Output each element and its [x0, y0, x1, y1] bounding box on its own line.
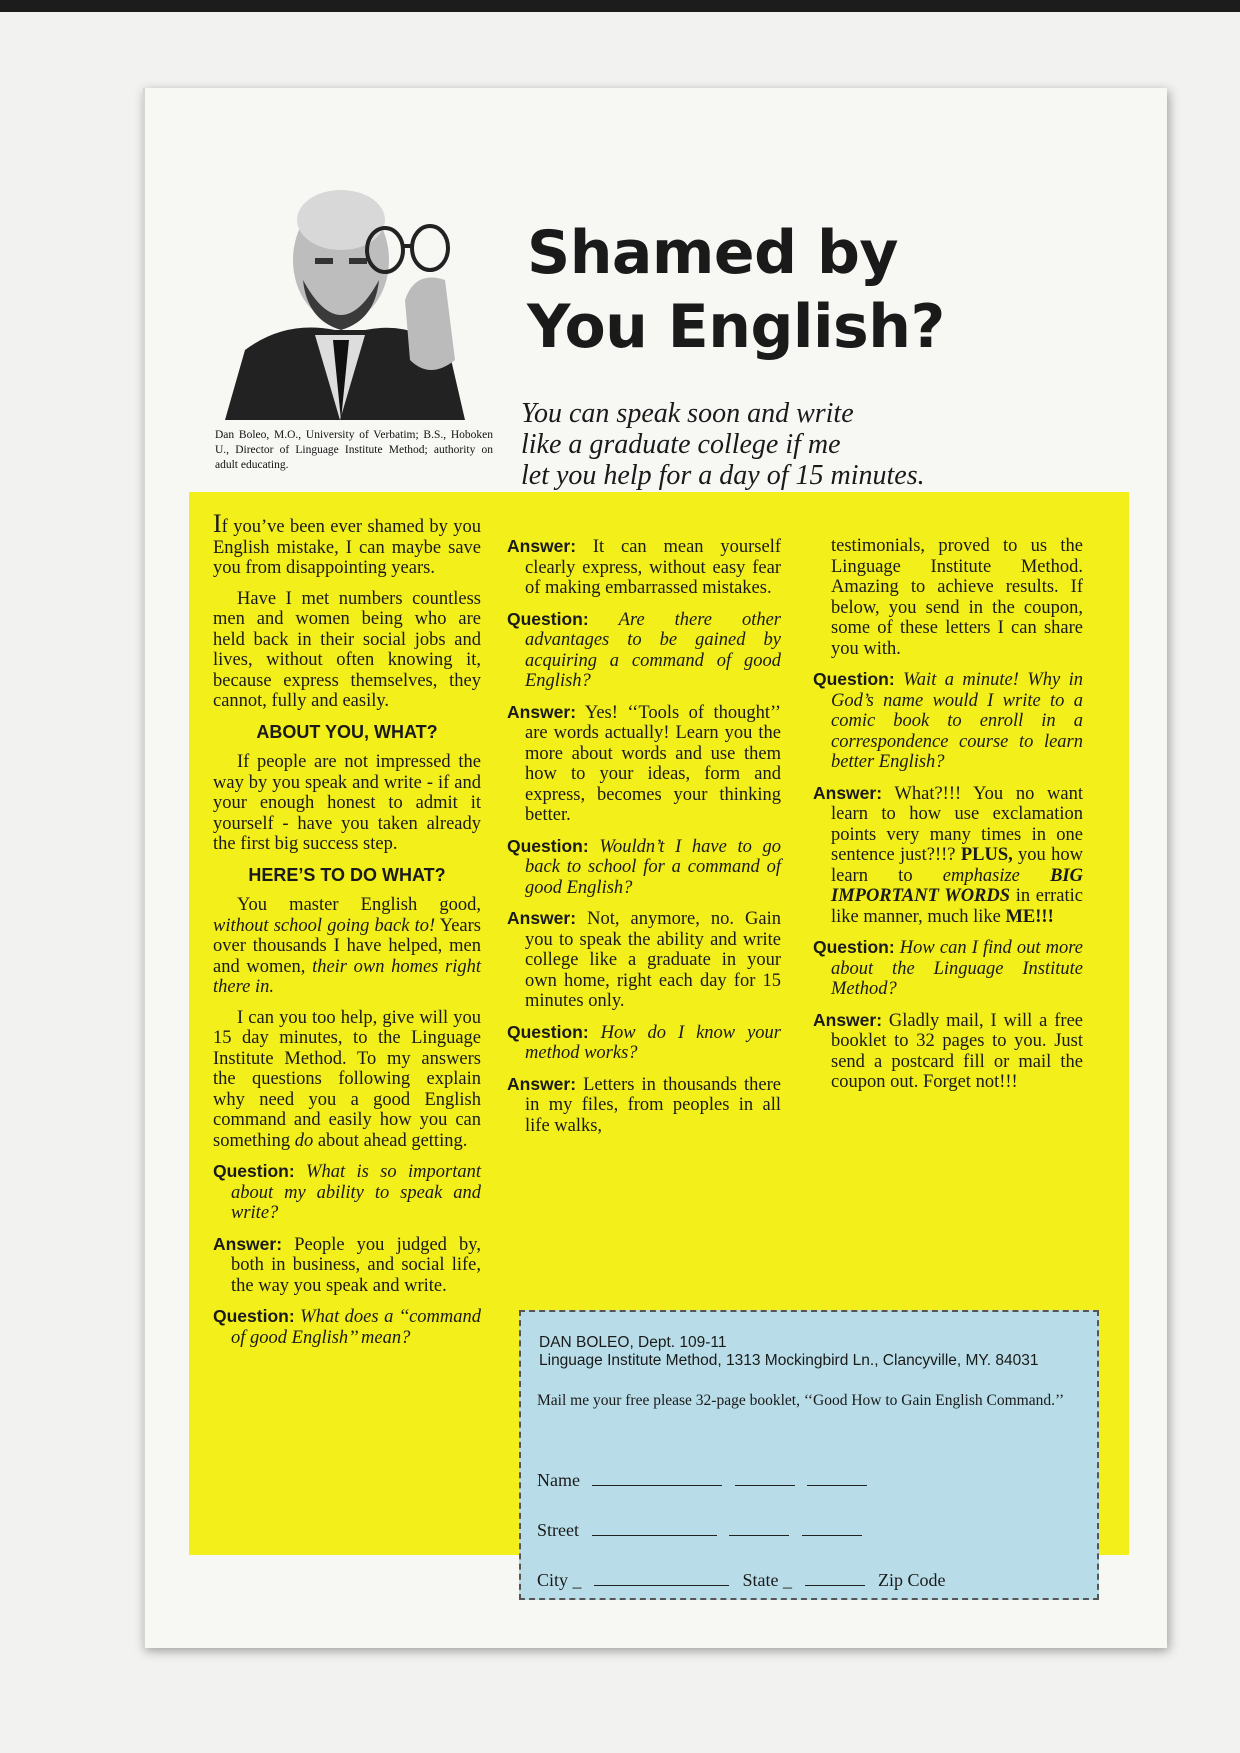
- answer: Answer: It can mean yourself clearly express, without easy fear of making embarrassed mistakes.: [507, 536, 781, 598]
- mailing-address: DAN BOLEO, Dept. 109-11 Linguage Institute Method, 1313 Mockingbird Ln., Clancyville, MY. 84031: [539, 1334, 1039, 1369]
- answer: Answer: Letters in thousands there in my files, from peoples in all life walks,: [507, 1073, 781, 1136]
- answer: Answer: What?!!! You no want learn to how use exclamation points very many times in one sentence just?!!? PLUS, you how learn to emphasize BIG IMPORTANT WORDS in erratic like manner, much like ME!!!: [813, 782, 1083, 927]
- question: Question: Wait a minute! Why in God’s name would I write to a comic book to enroll in a correspondence course to learn better English?: [813, 669, 1084, 772]
- headline: [527, 216, 1087, 364]
- mail-coupon[interactable]: [519, 1310, 1099, 1600]
- section-heading: HERE’S TO DO WHAT?: [248, 864, 446, 885]
- ad-body-panel: [189, 492, 1129, 1590]
- coupon-request-text: Mail me your free please 32-page booklet, ‘‘Good How to Gain English Command.’’: [537, 1392, 1065, 1409]
- body-paragraph: You master English good, without school going back to! Years over thousands I have helped, men and women, their own homes right there in.: [213, 895, 481, 997]
- question: Question: Wouldn’t I have to go back to school for a command of good English?: [507, 835, 782, 898]
- author-photo: [215, 180, 485, 420]
- answer: Answer: Yes! ‘‘Tools of thought’’ are words actually! Learn you the more about words and use them how to your ideas, form and express, becomes your thinking better.: [507, 701, 781, 825]
- city-state-zip-field[interactable]: City _ State _ Zip Code: [537, 1570, 946, 1590]
- question: Question: How do I know your method works?: [507, 1021, 781, 1063]
- body-paragraph: I can you too help, give will you 15 day minutes, to the Linguage Institute Method. To my answers the questions following explain why need you a good English command and easily how you can something do about ahead getting.: [213, 1007, 481, 1151]
- name-field[interactable]: Name: [537, 1470, 867, 1491]
- answer: Answer: Not, anymore, no. Gain you to speak the ability and write college like a graduate in your own home, right each day for 15 minutes only.: [507, 908, 782, 1011]
- column-2: [507, 536, 781, 1146]
- answer: Answer: People you judged by, both in business, and social life, the way you speak and write.: [213, 1233, 481, 1296]
- man-with-glasses-icon: [215, 180, 485, 420]
- author-caption: Dan Boleo, M.O., University of Verbatim; B.S., Hoboken U., Director of Linguage Institute Method; authority on adult educating.: [215, 429, 493, 471]
- column-3: [813, 536, 1083, 1103]
- answer: Answer: Gladly mail, I will a free booklet to 32 pages to you. Just send a postcard fill or mail the coupon out. Forget not!!!: [813, 1009, 1083, 1092]
- body-paragraph: testimonials, proved to us the Linguage Institute Method. Amazing to achieve results. If below, you send in the coupon, some of these letters I can share you with.: [831, 536, 1083, 659]
- subheadline: [521, 398, 1141, 491]
- drop-cap: I: [213, 509, 222, 538]
- body-paragraph: If people are not impressed the way by you speak and write - if and your enough honest to admit it yourself - have you taken already the first big success step.: [213, 752, 481, 854]
- scan-border: [0, 0, 1240, 12]
- comic-back-cover: [143, 88, 1167, 1648]
- section-heading: ABOUT YOU, WHAT?: [256, 721, 438, 742]
- body-paragraph: Have I met numbers countless men and women being who are held back in their social jobs and lives, without often knowing it, because express themselves, they cannot, fully and easily.: [213, 588, 481, 711]
- column-1: [213, 509, 481, 1358]
- subhead-line: let you help for a day of 15 minutes.: [521, 460, 925, 491]
- street-field[interactable]: Street: [537, 1520, 862, 1541]
- question: Question: Are there other advantages to be gained by acquiring a command of good English?: [507, 608, 782, 691]
- question: Question: How can I find out more about the Linguage Institute Method?: [813, 937, 1083, 999]
- headline-line: Shamed by: [527, 218, 899, 288]
- intro-paragraph: If you’ve been ever shamed by you English mistake, I can maybe save you from disappointing years.: [213, 509, 481, 578]
- headline-line: You English?: [527, 292, 945, 362]
- question: Question: What is so important about my ability to speak and write?: [213, 1161, 481, 1223]
- subhead-line: like a graduate college if me: [521, 429, 841, 460]
- subhead-line: You can speak soon and write: [521, 398, 854, 429]
- question: Question: What does a ‘‘command of good English’’ mean?: [213, 1306, 481, 1348]
